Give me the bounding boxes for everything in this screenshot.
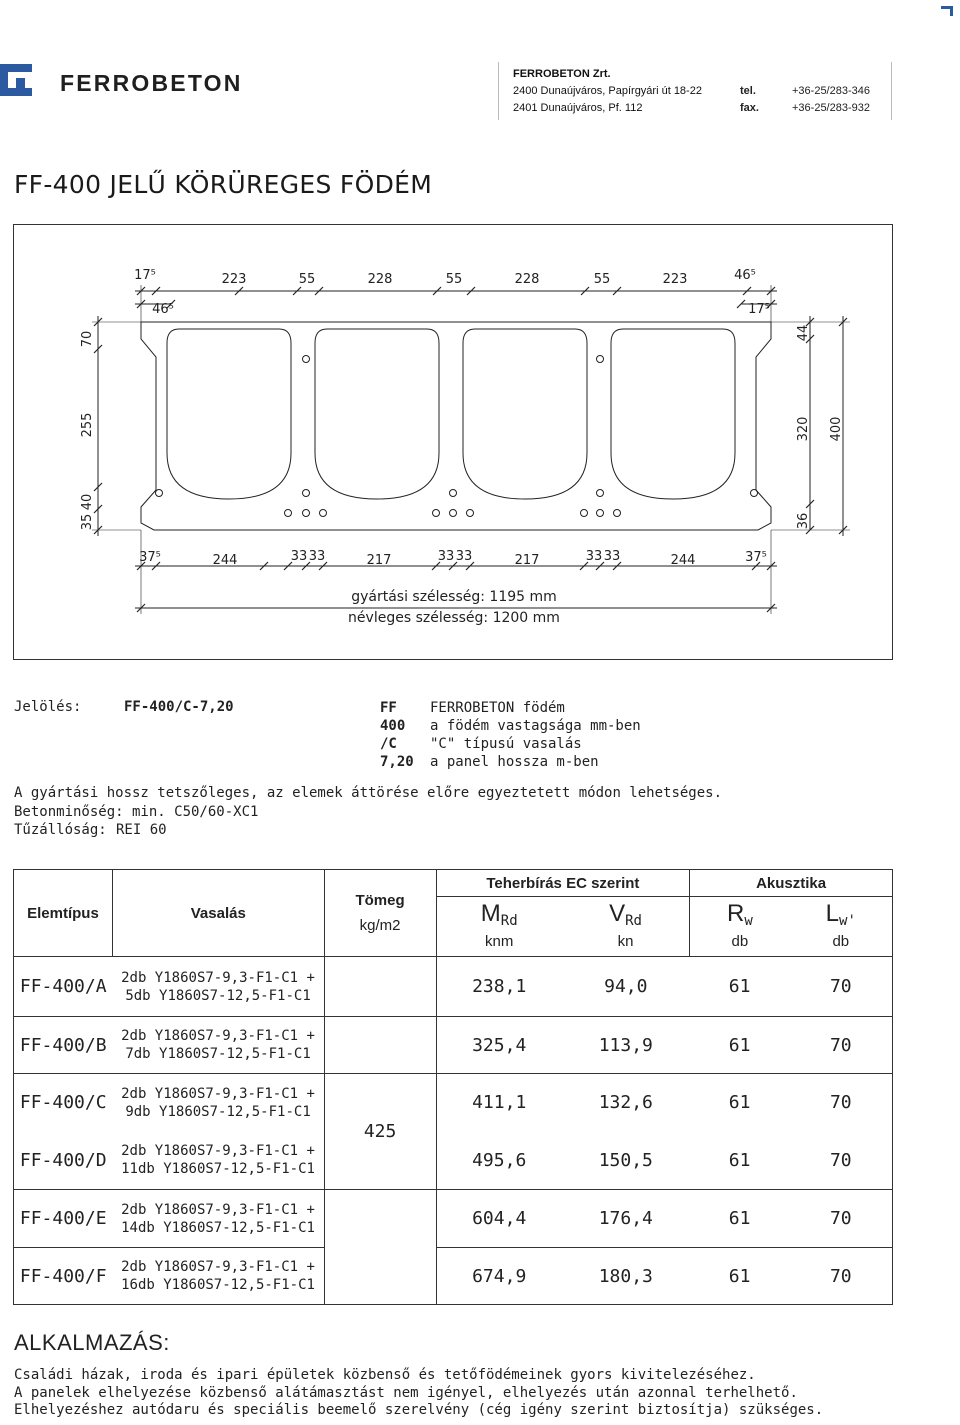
row-lw: 70 (790, 1248, 893, 1305)
company-name: FERROBETON Zrt. (513, 68, 611, 80)
dim-bot-11: 244 (670, 553, 696, 568)
dim-top-5: 55 (445, 272, 463, 287)
dim-left-4: 35 (80, 513, 95, 531)
tel-label: tel. (740, 85, 756, 97)
logo-icon (0, 64, 32, 96)
legend-value: "C" típusú vasalás (430, 736, 582, 752)
notes (14, 784, 722, 840)
row-mrd: 325,4 (436, 1017, 562, 1074)
reinf-line-2: 5db Y1860S7-12,5-F1-C1 (125, 987, 311, 1004)
dim-top-9: 46⁵ (734, 268, 756, 283)
header-reinforcement: Vasalás (112, 870, 324, 957)
dim-top-2: 223 (221, 272, 247, 287)
row-vrd: 94,0 (562, 957, 690, 1017)
row-reinforcement (112, 1017, 324, 1074)
dim-top2-2: 17⁵ (748, 302, 770, 317)
dim-bot-10: 33 (603, 549, 621, 564)
legend-value: a panel hossza m-ben (430, 754, 599, 770)
application-text (14, 1367, 823, 1420)
reinf-line-1: 2db Y1860S7-9,3-F1-C1 + (121, 1085, 315, 1102)
row-rw: 61 (690, 1190, 790, 1248)
header-v (562, 897, 690, 933)
row-mass-empty (324, 1017, 436, 1074)
reinf-line-2: 7db Y1860S7-12,5-F1-C1 (125, 1046, 311, 1062)
row-rw: 61 (690, 1132, 790, 1190)
row-rw: 61 (690, 1248, 790, 1305)
row-type: FF-400/B (14, 1017, 113, 1074)
dim-top-1: 17⁵ (134, 268, 156, 283)
production-width: gyártási szélesség: 1195 mm (351, 589, 557, 605)
dim-top-6: 228 (514, 272, 540, 287)
dim-top2-1: 46⁵ (152, 302, 174, 317)
reinf-line-1: 2db Y1860S7-9,3-F1-C1 + (121, 969, 315, 986)
row-reinforcement (112, 1074, 324, 1132)
header-mass: Tömeg (355, 892, 405, 909)
company-address-1: 2400 Dunaújváros, Papírgyári út 18-22 (513, 85, 702, 97)
reinf-line-2: 16db Y1860S7-12,5-F1-C1 (121, 1277, 315, 1293)
l-symbol: L (825, 900, 840, 928)
dim-left-1: 70 (80, 330, 95, 348)
m-symbol: M (480, 900, 501, 928)
company-address-2: 2401 Dunaújváros, Pf. 112 (513, 102, 643, 114)
legend-key: FF (380, 700, 397, 716)
reinf-line-1: 2db Y1860S7-9,3-F1-C1 + (121, 1201, 315, 1218)
dim-left-2: 255 (80, 412, 95, 438)
note-production-length: A gyártási hossz tetszőleges, az elemek áttörése előre egyeztetett módon lehetséges. (14, 785, 723, 801)
legend-key: 400 (380, 718, 406, 734)
designation-label: Jelölés: (14, 699, 82, 715)
nominal-width: névleges szélesség: 1200 mm (348, 610, 560, 626)
row-mrd: 238,1 (436, 957, 562, 1017)
dim-bot-12: 37⁵ (745, 550, 767, 565)
dim-top-3: 55 (298, 272, 316, 287)
row-type: FF-400/A (14, 957, 113, 1017)
unit-v: kn (562, 933, 690, 957)
row-rw: 61 (690, 1017, 790, 1074)
header-capacity: Teherbírás EC szerint (436, 870, 690, 897)
dim-bot-4: 33 (308, 549, 326, 564)
reinf-line-1: 2db Y1860S7-9,3-F1-C1 + (121, 1028, 315, 1044)
fax-label: fax. (740, 102, 759, 114)
company-info (513, 66, 702, 117)
v-symbol: V (609, 900, 626, 928)
row-mrd: 411,1 (436, 1074, 562, 1132)
fire-label: Tűzállóság: (14, 822, 107, 838)
row-mass-empty (324, 957, 436, 1017)
dim-left-3: 40 (80, 493, 95, 511)
r-symbol: R (727, 900, 745, 928)
dim-right-2: 320 (796, 416, 811, 442)
dim-bot-9: 33 (585, 549, 603, 564)
header-lw (790, 897, 893, 933)
row-lw: 70 (790, 1074, 893, 1132)
m-subscript: Rd (500, 913, 518, 930)
row-vrd: 150,5 (562, 1132, 690, 1190)
cross-section-svg (14, 225, 892, 659)
logo-text: FERROBETON (60, 70, 243, 96)
row-vrd: 180,3 (562, 1248, 690, 1305)
row-type: FF-400/C (14, 1074, 113, 1132)
dim-right-4: 36 (796, 512, 811, 530)
row-reinforcement (112, 1248, 324, 1305)
unit-m: knm (436, 933, 562, 957)
v-subscript: Rd (625, 913, 642, 930)
row-type: FF-400/E (14, 1190, 113, 1248)
spec-table (13, 869, 893, 1305)
row-mrd: 674,9 (436, 1248, 562, 1305)
row-rw: 61 (690, 957, 790, 1017)
fax-value: +36-25/283-932 (792, 102, 870, 114)
corner-mark-icon (941, 6, 953, 16)
header-acoustics: Akusztika (690, 870, 893, 897)
row-lw: 70 (790, 1017, 893, 1074)
vertical-labels (80, 325, 844, 531)
dim-top-8: 223 (662, 272, 688, 287)
table-row (14, 1190, 893, 1248)
dim-top-7: 55 (593, 272, 611, 287)
reinf-line-2: 14db Y1860S7-12,5-F1-C1 (121, 1219, 315, 1236)
header-divider (498, 62, 499, 120)
row-mrd: 495,6 (436, 1132, 562, 1190)
note-concrete-grade: Betonminőség: min. C50/60-XC1 (14, 803, 259, 820)
row-mass-empty (324, 1190, 436, 1248)
dim-bot-7: 33 (455, 549, 473, 564)
dim-bot-8: 217 (514, 553, 540, 568)
dim-bot-1: 37⁵ (139, 550, 161, 565)
designation-legend (380, 699, 641, 771)
row-reinforcement (112, 1132, 324, 1190)
table-row (14, 957, 893, 1017)
unit-rw: db (690, 933, 790, 957)
row-lw: 70 (790, 957, 893, 1017)
row-reinforcement (112, 1190, 324, 1248)
hollow-core-3 (463, 329, 587, 499)
dim-right-3: 400 (829, 416, 844, 442)
application-line-3: Elhelyezéshez autódaru és speciális beemelő szerelvény (cég igény szerint biztosítja) szükséges. (14, 1402, 824, 1418)
hollow-core-2 (315, 329, 439, 499)
r-subscript: w (744, 913, 753, 930)
row-lw: 70 (790, 1190, 893, 1248)
l-subscript: w' (839, 913, 856, 930)
dim-bot-6: 33 (437, 549, 455, 564)
unit-lw: db (790, 933, 893, 957)
table-header-row (14, 870, 893, 897)
legend-value: FERROBETON födém (430, 700, 565, 716)
header-m (436, 897, 562, 933)
table-row (14, 1017, 893, 1074)
cross-section-drawing (13, 224, 893, 660)
legend-value: a födém vastagsága mm-ben (430, 718, 641, 734)
row-vrd: 132,6 (562, 1074, 690, 1132)
header-mass-unit: kg/m2 (359, 917, 401, 934)
application-line-2: A panelek elhelyezése közbenső alátámasztást nem igényel, elhelyezés után azonnal terhelhető. (14, 1384, 798, 1401)
header-divider-right (891, 62, 892, 120)
application-heading: ALKALMAZÁS: (14, 1330, 170, 1355)
header-mass-cell (324, 870, 436, 957)
header-type: Elemtípus (14, 870, 113, 957)
header-rw (690, 897, 790, 933)
dim-bot-2: 244 (212, 553, 238, 568)
row-type: FF-400/D (14, 1132, 113, 1190)
legend-key: /C (380, 736, 397, 752)
row-vrd: 176,4 (562, 1190, 690, 1248)
table-row (14, 1074, 893, 1132)
reinf-line-1: 2db Y1860S7-9,3-F1-C1 + (121, 1259, 315, 1275)
fire-value: REI 60 (116, 822, 167, 838)
designation-code: FF-400/C-7,20 (124, 699, 234, 715)
reinf-line-2: 9db Y1860S7-12,5-F1-C1 (125, 1103, 311, 1120)
row-lw: 70 (790, 1132, 893, 1190)
row-mrd: 604,4 (436, 1190, 562, 1248)
row-rw: 61 (690, 1074, 790, 1132)
dim-bot-5: 217 (366, 553, 392, 568)
table-row (14, 1132, 893, 1190)
table-row (14, 1248, 893, 1305)
reinf-line-1: 2db Y1860S7-9,3-F1-C1 + (121, 1143, 315, 1160)
mass-value: 425 (324, 1074, 436, 1190)
legend-key: 7,20 (380, 754, 414, 770)
row-type: FF-400/F (14, 1248, 113, 1305)
dim-top-4: 228 (367, 272, 393, 287)
reinf-line-2: 11db Y1860S7-12,5-F1-C1 (121, 1161, 315, 1178)
dim-right-1: 44 (796, 324, 811, 342)
dim-bot-3: 33 (290, 549, 308, 564)
application-line-1: Családi házak, iroda és ipari épületek közbenső és tetőfödémeinek gyors kivitelezéséhez. (14, 1367, 756, 1383)
hollow-core-4 (611, 329, 735, 499)
page-title: FF-400 JELŰ KÖRÜREGES FÖDÉM (14, 170, 433, 199)
row-vrd: 113,9 (562, 1017, 690, 1074)
row-reinforcement (112, 957, 324, 1017)
tel-value: +36-25/283-346 (792, 85, 870, 97)
row-mass-empty (324, 1248, 436, 1305)
contact-info (740, 83, 870, 117)
hollow-core-1 (167, 329, 291, 499)
